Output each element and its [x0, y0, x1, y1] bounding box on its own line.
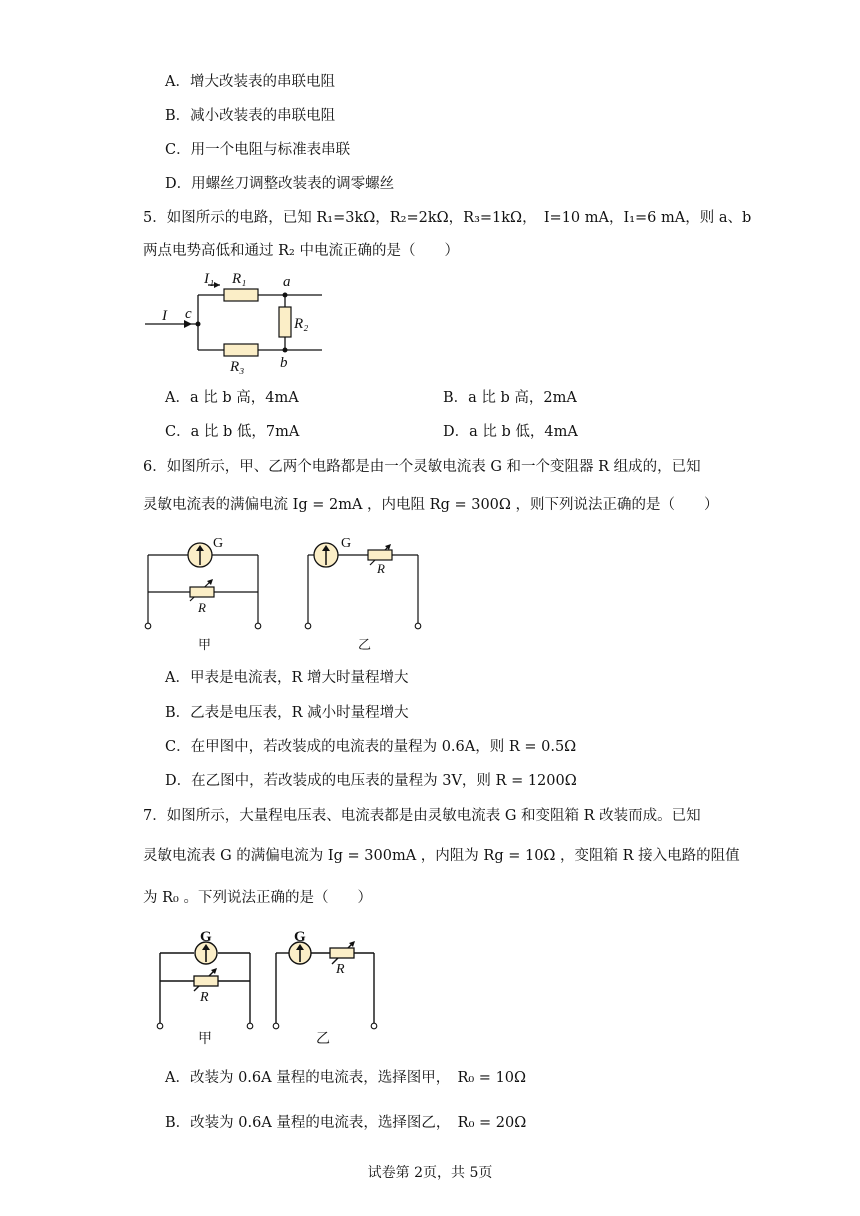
label-r3: R₃ [230, 359, 245, 375]
label-r-yi: R [377, 561, 385, 576]
label-r-yi-7: R [336, 962, 345, 977]
q6-option-d: D．在乙图中，若改装成的电压表的量程为 3V，则 R = 1200Ω [165, 773, 577, 789]
q7-stem-text1: 如图所示，大量程电压表、电流表都是由灵敏电流表 G 和变阻箱 R 改装而成。已知 [166, 808, 701, 824]
q6-stem-line2: 灵敏电流表的满偏电流 Ig = 2mA ，内电阻 Rg = 300Ω ，则下列说法正确的是（ ） [143, 497, 719, 513]
q7-option-b: B．改装为 0.6A 量程的电流表，选择图乙， R₀ = 20Ω [165, 1115, 527, 1131]
q4-option-d: D．用螺丝刀调整改装表的调零螺丝 [165, 176, 395, 192]
label-i: I [162, 308, 167, 324]
q4-option-b: B．减小改装表的串联电阻 [165, 108, 336, 124]
label-jia-6: 甲 [198, 637, 212, 652]
q7-option-a: A．改装为 0.6A 量程的电流表，选择图甲， R₀ = 10Ω [165, 1070, 527, 1086]
q6-circuit-yi [300, 535, 430, 655]
q5-number: 5． [143, 210, 167, 226]
label-g-jia: G [213, 536, 224, 551]
q4-option-a: A．增大改装表的串联电阻 [165, 74, 335, 90]
q5-option-d: D．a 比 b 低，4mA [443, 424, 578, 440]
label-g-yi-7: G [294, 929, 306, 945]
resistor-r2 [279, 307, 291, 337]
label-r-jia: R [198, 600, 206, 615]
q6-stem-text1: 如图所示，甲、乙两个电路都是由一个灵敏电流表 G 和一个变阻器 R 组成的，已知 [166, 459, 701, 475]
q5-circuit-diagram [140, 270, 340, 375]
label-yi-7: 乙 [316, 1032, 330, 1047]
q7-stem-line2: 灵敏电流表 G 的满偏电流为 Ig = 300mA ，内阻为 Rg = 10Ω ，变阻箱 R 接入电路的阻值 [143, 848, 740, 864]
q7-number: 7． [143, 808, 167, 824]
q5-option-a: A．a 比 b 高，4mA [165, 390, 299, 406]
rheostat-jia [190, 587, 214, 597]
label-jia-7: 甲 [198, 1032, 212, 1047]
q6-number: 6． [143, 459, 167, 475]
q6-stem-line1 [143, 457, 701, 477]
label-g-yi: G [341, 536, 352, 551]
label-c: c [185, 306, 192, 322]
label-r1: R₁ [232, 271, 247, 287]
q5-option-b: B．a 比 b 高，2mA [443, 390, 577, 406]
q6-option-b: B．乙表是电压表，R 减小时量程增大 [165, 705, 409, 721]
q5-option-c: C．a 比 b 低，7mA [165, 424, 300, 440]
label-a: a [283, 274, 291, 290]
resistor-r1 [224, 289, 258, 301]
resistance-box-yi [330, 948, 354, 958]
q7-circuit-yi [268, 925, 383, 1050]
q6-circuit-jia [140, 535, 270, 655]
page-footer: 试卷第 2页，共 5页 [367, 1165, 493, 1181]
q6-option-c: C．在甲图中，若改装成的电流表的量程为 0.6A，则 R = 0.5Ω [165, 739, 577, 755]
rheostat-yi [368, 550, 392, 560]
label-r-jia-7: R [200, 990, 209, 1005]
label-i1: I₁ [204, 271, 215, 287]
q7-stem-line3: 为 R₀ 。下列说法正确的是（ ） [143, 890, 372, 906]
q5-stem-text1: 如图所示的电路，已知 R₁=3kΩ，R₂=2kΩ，R₃=1kΩ， I=10 mA，I₁=6 mA，则 a、b [166, 210, 752, 226]
q5-stem-line1 [143, 208, 751, 228]
q6-option-a: A．甲表是电流表，R 增大时量程增大 [165, 670, 409, 686]
q7-stem-line1 [143, 806, 701, 826]
resistance-box-jia [194, 976, 218, 986]
q5-stem-line2: 两点电势高低和通过 R₂ 中电流正确的是（ ） [143, 243, 459, 259]
label-yi-6: 乙 [358, 637, 372, 652]
q4-option-c: C．用一个电阻与标准表串联 [165, 142, 351, 158]
label-g-jia-7: G [200, 929, 212, 945]
q7-circuit-jia [150, 925, 265, 1050]
label-r2: R₂ [294, 316, 309, 332]
resistor-r3 [224, 344, 258, 356]
label-b: b [280, 355, 288, 371]
